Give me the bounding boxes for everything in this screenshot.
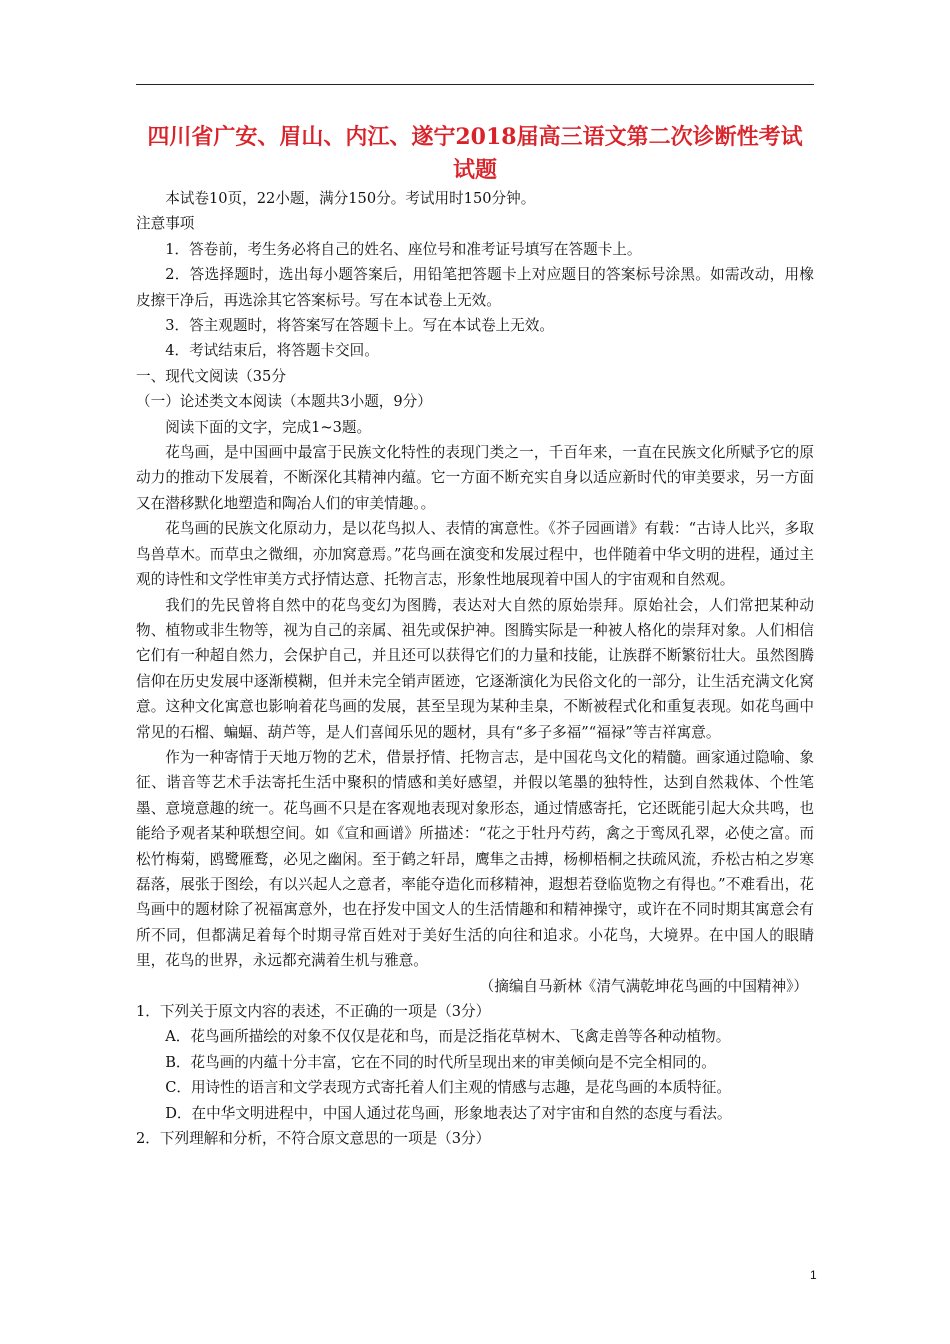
document-body bbox=[136, 186, 814, 1151]
passage-paragraph: 我们的先民曾将自然中的花鸟变幻为图腾，表达对大自然的原始崇拜。原始社会，人们常把某种动物、植物或非生物等，视为自己的亲属、祖先或保护神。图腾实际是一种被人格化的崇拜对象。人们相信它们有一种超自然力，会保护自己，并且还可以获得它们的力量和技能，让族群不断繁衍壮大。虽然图腾信仰在历史发展中逐渐模糊，但并未完全销声匿迹，它逐渐演化为民俗文化的一部分，让生活充满文化窝意。这种文化寓意也影响着花鸟画的发展，甚至呈现为某种圭臬，不断被程式化和重复表现。如花鸟画中常见的石榴、蝙蝠、葫芦等，是人们喜闻乐见的题材，具有“多子多福”“福禄”等吉祥寓意。 bbox=[136, 596, 814, 741]
question-stem: 2．下列理解和分析，不符合原文意思的一项是（3分） bbox=[136, 1130, 491, 1148]
section-heading: 一、现代文阅读（35分 bbox=[136, 367, 286, 385]
passage-paragraph: 花鸟画，是中国画中最富于民族文化特性的表现门类之一，千百年来，一直在民族文化所赋予它的原动力的推动下发展着，不断深化其精神内蕴。它一方面不断充实自身以适应新时代的审美要求，另一方面又在潜移默化地塑造和陶冶人们的审美情趣。。 bbox=[136, 444, 814, 512]
page-number: 1 bbox=[810, 1268, 817, 1282]
notice-item: 2．答选择题时，选出每小题答案后，用铅笔把答题卡上对应题目的答案标号涂黑。如需改动，用橡皮擦干净后，再选涂其它答案标号。写在本试卷上无效。 bbox=[136, 266, 814, 309]
passage-paragraph: 作为一种寄情于天地万物的艺术，借景抒情、托物言志，是中国花鸟文化的精髓。画家通过隐喻、象征、谐音等艺术手法寄托生活中聚积的情感和美好感望，并假以笔墨的独特性，达到自然栽体、个性笔墨、意境意趣的统一。花鸟画不只是在客观地表现对象形态，通过情感寄托，它还既能引起大众共鸣，也能给予观者某种联想空间。如《宣和画谱》所描述：“花之于牡丹芍药，禽之于鸾凤孔翠，必使之富。而松竹梅菊，鸥鹭雁鹜，必见之幽闲。至于鹤之轩昂，鹰隼之击搏，杨柳梧桐之扶疏风流，乔松古柏之岁寒磊落，展张于图绘，有以兴起人之意者，率能夺造化而移精神，遐想若登临览物之有得也。”不难看出，花鸟画中的题材除了祝福寓意外，也在抒发中国文人的生活情趣和和精神操守，或许在不同时期其寓意会有所不同，但都满足着每个时期寻常百姓对于美好生活的向往和追求。小花鸟，大境界。在中国人的眼睛里，花鸟的世界，永远都充满着生机与雅意。 bbox=[136, 748, 814, 970]
reading-instruction: 阅读下面的文字，完成1~3题。 bbox=[165, 418, 372, 436]
notice-heading: 注意事项 bbox=[136, 215, 195, 233]
passage-paragraph: 花鸟画的民族文化原动力，是以花鸟拟人、表情的寓意性。《芥子园画谱》有载：“古诗人比兴，多取鸟兽草木。而草虫之微细，亦加窝意焉。”花鸟画在演变和发展过程中，也伴随着中华文明的进程，通过主观的诗性和文学性审美方式抒情达意、托物言志，形象性地展现着中国人的宇宙观和自然观。 bbox=[136, 520, 814, 589]
exam-title-line1: 四川省广安、眉山、内江、遂宁2018届高三语文第二次诊断性考试 bbox=[147, 124, 803, 150]
question-option-a: A．花鸟画所描绘的对象不仅仅是花和鸟，而是泛指花草树木、飞禽走兽等各种动植物。 bbox=[165, 1028, 731, 1046]
question-stem: 1．下列关于原文内容的表述，不正确的一项是（3分） bbox=[136, 1003, 491, 1020]
question-option-d: D．在中华文明进程中，中国人通过花鸟画，形象地表达了对宇宙和自然的态度与看法。 bbox=[165, 1104, 732, 1122]
question-option-b: B．花鸟画的内蕴十分丰富，它在不同的时代所呈现出来的审美倾向是不完全相同的。 bbox=[165, 1053, 716, 1071]
exam-title-line2: 试题 bbox=[452, 157, 497, 183]
exam-intro: 本试卷10页，22小题，满分150分。考试用时150分钟。 bbox=[165, 190, 536, 207]
header-rule bbox=[136, 84, 814, 85]
notice-item: 1．答卷前，考生务必将自己的姓名、座位号和准考证号填写在答题卡上。 bbox=[165, 240, 642, 258]
passage-source: （摘编自马新林《清气满乾坤花鸟画的中国精神》） bbox=[479, 977, 808, 995]
notice-item: 4．考试结束后，将答题卡交回。 bbox=[165, 342, 379, 360]
question-option-c: C．用诗性的语言和文学表现方式寄托着人们主观的情感与志趣，是花鸟画的本质特征。 bbox=[165, 1079, 731, 1097]
notice-item: 3．答主观题时，将答案写在答题卡上。写在本试卷上无效。 bbox=[165, 317, 554, 335]
subsection-heading: （一）论述类文本阅读（本题共3小题，9分） bbox=[136, 393, 432, 411]
